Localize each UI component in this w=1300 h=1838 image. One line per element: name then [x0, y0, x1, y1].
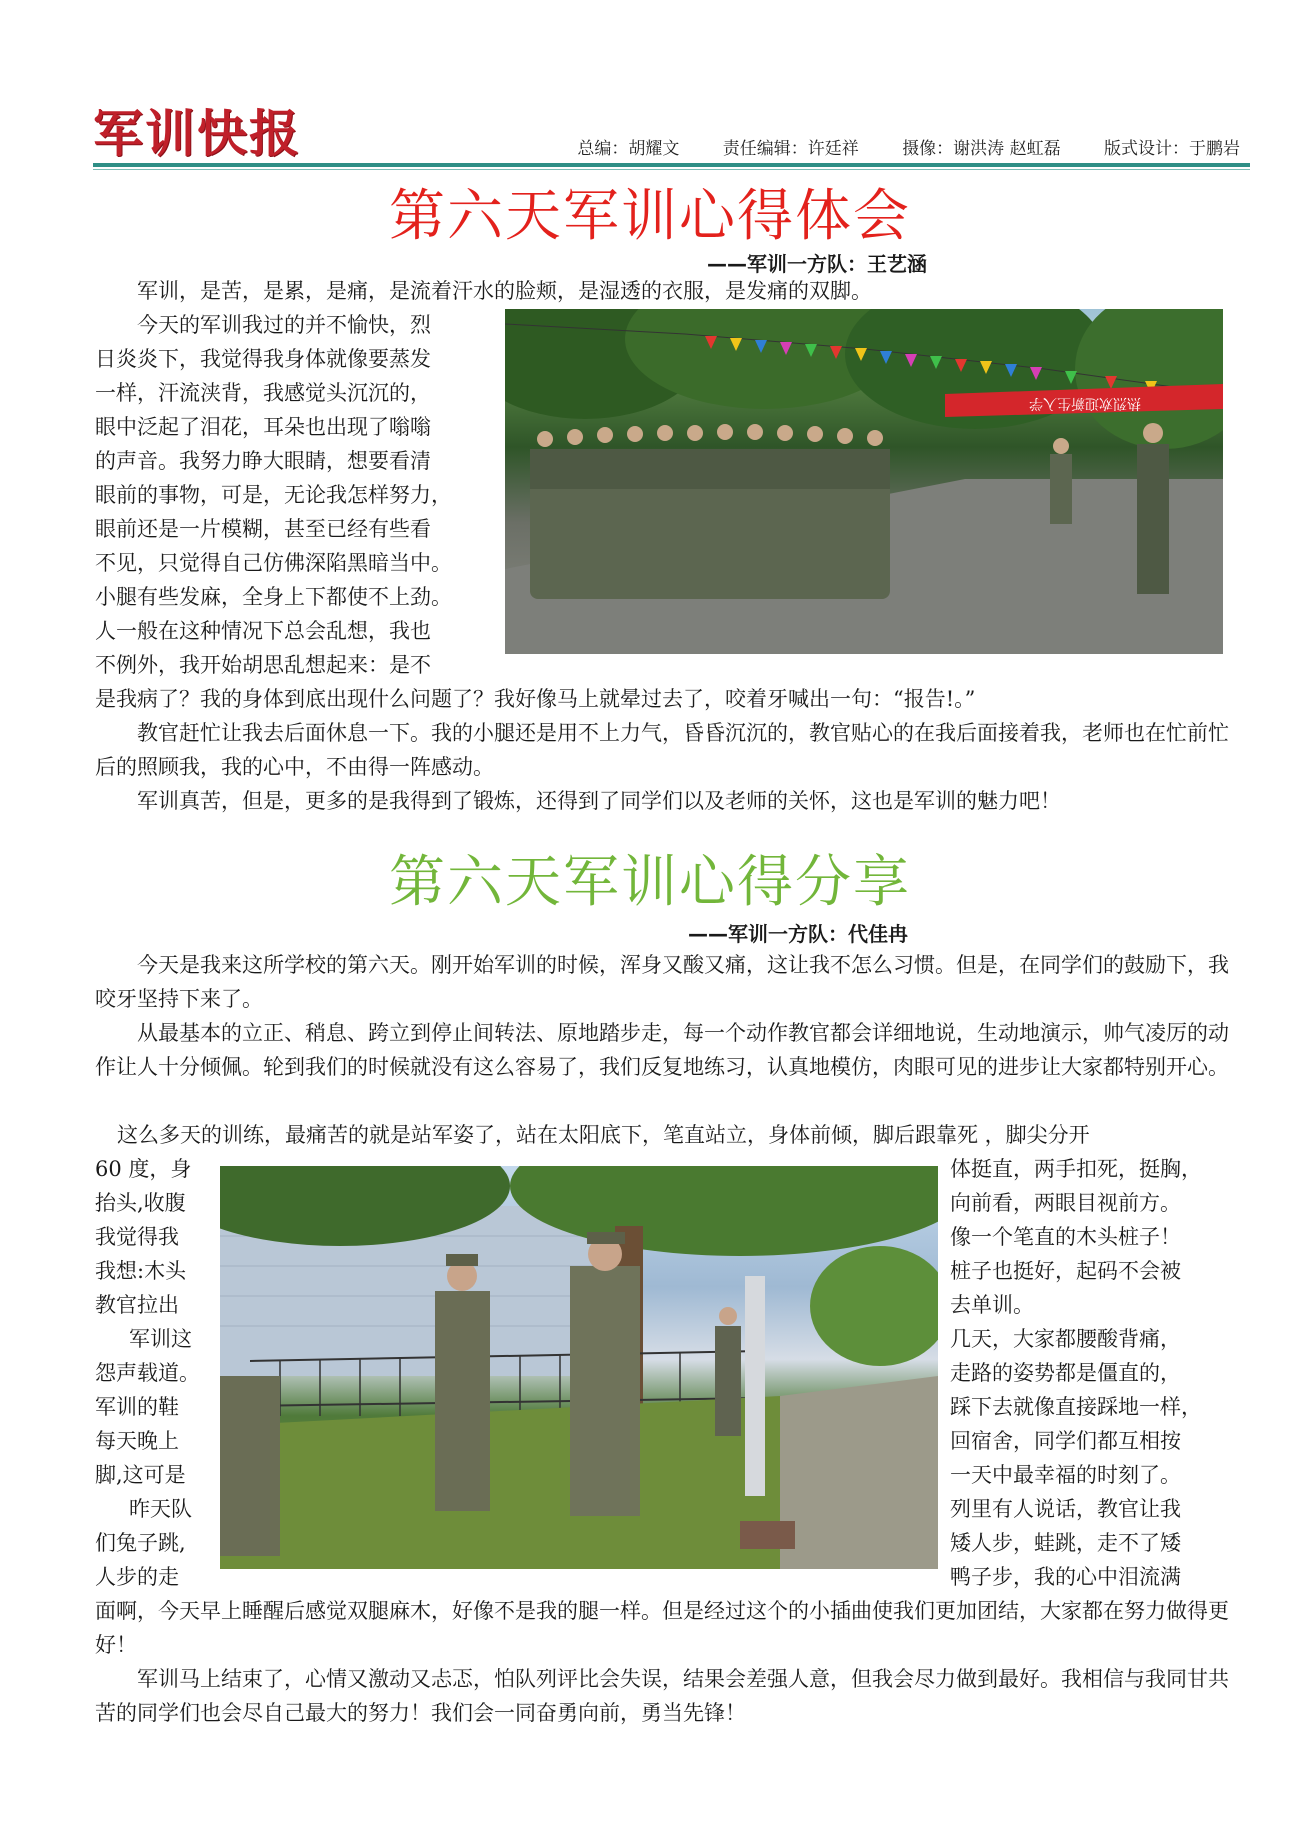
photo-instructor-training — [220, 1166, 938, 1569]
article1-p3: 教官赶忙让我去后面休息一下。我的小腿还是用不上力气，昏昏沉沉的，教官贴心的在我后面接着我，老师也在忙前忙后的照顾我，我的心中，不由得一阵感动。 — [95, 721, 1229, 779]
credit-responsible-editor: 责任编辑：许廷祥 — [722, 139, 859, 159]
masthead — [93, 94, 1250, 166]
article1-title: 第六天军训心得体会 — [389, 184, 911, 249]
photo-banner-text: 热烈欢迎新生入学 — [1029, 395, 1141, 411]
article2-left-column: 60 度，身 抬头,收腹 我觉得我 我想:木头 教官拉出 军训这 怨声载道。 军训的鞋 每天晚上 脚,这可是 昨天队 们兔子跳, 人步的走 — [95, 1157, 200, 1589]
article1-p2-wrap: 今天的军训我过的并不愉快，烈 日炎炎下，我觉得我身体就像要蒸发 一样，汗流浃背，我感觉头沉沉的， 眼中泛起了泪花，耳朵也出现了嗡嗡 的声音。我努力睁大眼睛，想要看清 眼前的事物，可是，无论我怎样努力， 眼前还是一片模糊，甚至已经有些看 不见，只觉得自己仿佛深陷黑暗当中。 小腿有些发麻，全身上下都使不上劲。 人一般在这种情况下总会乱想，我也 不例外，我开始胡思乱想起来：是不 — [95, 313, 452, 677]
article2-p3-first: 这么多天的训练，最痛苦的就是站军姿了，站在太阳底下，笔直站立，身体前倾，脚后跟靠死 ，脚尖分开 — [117, 1123, 1090, 1147]
article2-right-column: 体挺直，两手扣死，挺胸， 向前看，两眼目视前方。 像一个笔直的木头桩子！ 桩子也挺好，起码不会被 去单训。 几天，大家都腰酸背痛， 走路的姿势都是僵直的， 踩下去就像直接踩地一样， 回宿舍，同学们都互相按 一天中最幸福的时刻了。 列里有人说话，教官让我 矮人步，蛙跳，走不了矮 鸭子步，我的心中泪流满 — [950, 1157, 1202, 1589]
article1-byline: ——军训一方队：王艺涵 — [707, 252, 927, 276]
credit-chief-editor: 总编：胡耀文 — [577, 139, 680, 159]
photo-military-formation — [505, 309, 1223, 654]
credit-layout-design: 版式设计：于鹏岩 — [1104, 139, 1240, 159]
credits-line — [539, 134, 1240, 159]
credit-photography: 摄像：谢洪涛 赵虹磊 — [902, 139, 1061, 159]
article2-title: 第六天军训心得分享 — [389, 850, 911, 915]
article2-p3-tail: 面啊，今天早上睡醒后感觉双腿麻木，好像不是我的腿一样。但是经过这个的小插曲使我们更加团结，大家都在努力做得更好！ — [95, 1599, 1229, 1657]
masthead-divider-thin — [93, 169, 1250, 170]
article1-p2-tail: 是我病了？我的身体到底出现什么问题了？我好像马上就晕过去了，咬着牙喊出一句：“报告!。” — [95, 687, 976, 711]
newspaper-logo: 军训快报 — [93, 104, 301, 163]
article2-p4: 军训马上结束了，心情又激动又忐忑，怕队列评比会失误，结果会差强人意，但我会尽力做到最好。我相信与我同甘共苦的同学们也会尽自己最大的努力！我们会一同奋勇向前，勇当先锋！ — [95, 1667, 1229, 1725]
article2-byline: ——军训一方队：代佳冉 — [688, 922, 908, 946]
masthead-divider — [93, 163, 1250, 167]
article1-p1: 军训，是苦，是累，是痛，是流着汗水的脸颊，是湿透的衣服，是发痛的双脚。 — [137, 279, 872, 303]
article1-p4: 军训真苦，但是，更多的是我得到了锻炼，还得到了同学们以及老师的关怀，这也是军训的魅力吧！ — [137, 789, 1061, 813]
article2-p2: 从最基本的立正、稍息、跨立到停止间转法、原地踏步走，每一个动作教官都会详细地说，生动地演示，帅气凌厉的动作让人十分倾佩。轮到我们的时候就没有这么容易了，我们反复地练习，认真地模仿，肉眼可见的进步让大家都特别开心。 — [95, 1021, 1229, 1079]
article2-p1: 今天是我来这所学校的第六天。刚开始军训的时候，浑身又酸又痛，这让我不怎么习惯。但是，在同学们的鼓励下，我咬牙坚持下来了。 — [95, 953, 1229, 1011]
